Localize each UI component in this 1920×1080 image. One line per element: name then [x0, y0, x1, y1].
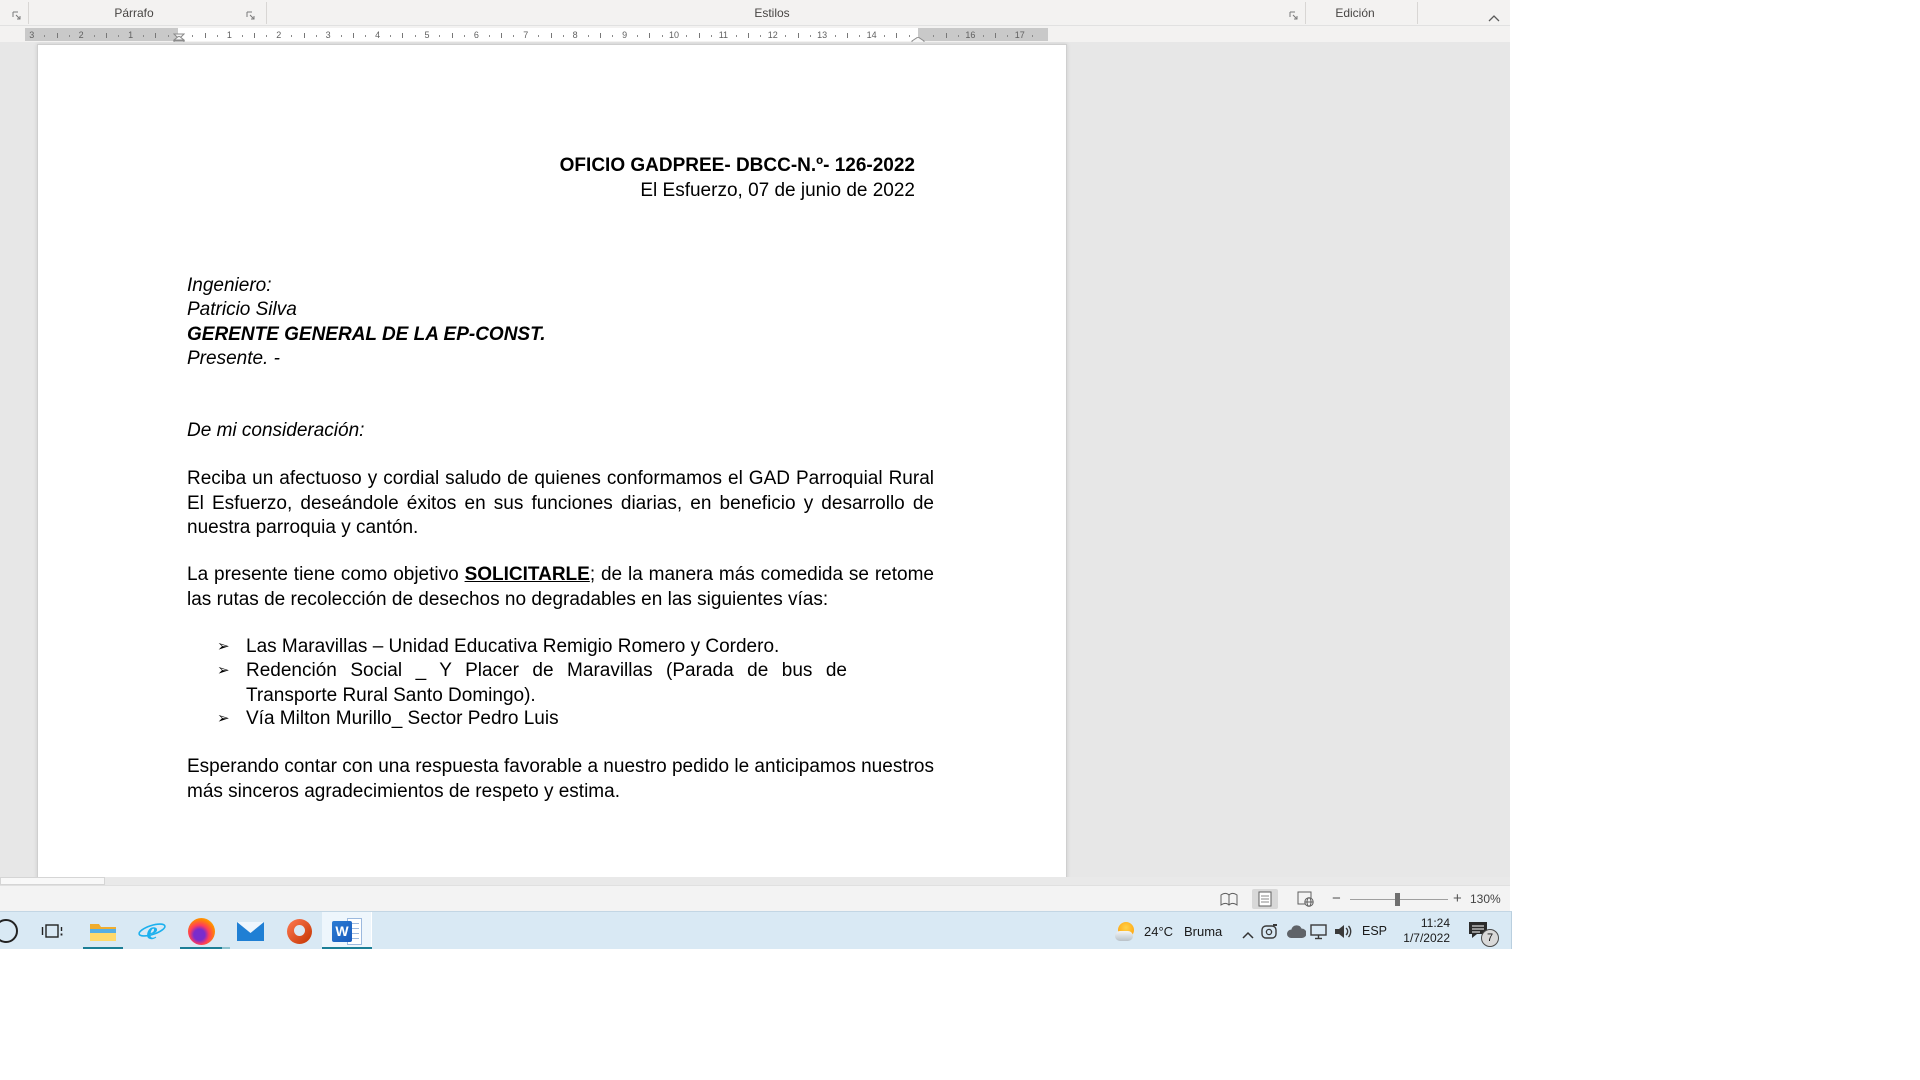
zoom-slider-thumb[interactable]: [1395, 893, 1400, 906]
web-layout-button[interactable]: [1292, 889, 1318, 909]
ruler-text-area: [178, 28, 918, 41]
ruler-tick: [415, 35, 416, 37]
list-item-text: Redención Social _ Y Placer de Maravillas (Parada de bus de Transporte Rural Santo Domingo).: [246, 660, 847, 706]
ruler-tick: [736, 35, 737, 37]
ruler-tick: [254, 33, 255, 38]
dialog-launcher-icon[interactable]: [12, 8, 22, 26]
ruler-tick: [242, 35, 243, 37]
ruler-tick: [118, 35, 119, 37]
ruler-number: 3: [325, 30, 331, 40]
ruler-tick: [464, 35, 465, 37]
speaker-volume-icon[interactable]: [1334, 923, 1353, 945]
ruler-tick: [501, 33, 502, 38]
group-separator: [1305, 2, 1306, 24]
arrow-bullet-icon: ➢: [217, 710, 230, 727]
ruler-number: 3: [29, 30, 35, 40]
ruler-tick: [266, 35, 267, 37]
arrow-bullet-icon: ➢: [217, 662, 230, 679]
ruler-tick: [44, 35, 45, 37]
task-view-button[interactable]: [29, 912, 75, 949]
ruler-number: 11: [718, 30, 729, 40]
ruler-tick: [686, 35, 687, 37]
ruler-tick: [205, 33, 206, 38]
zoom-in-button[interactable]: +: [1453, 890, 1462, 907]
ruler-tick: [439, 35, 440, 37]
ruler-tick: [402, 33, 403, 38]
group-separator: [28, 2, 29, 24]
ruler-tick: [983, 35, 984, 37]
read-mode-button[interactable]: [1216, 889, 1242, 909]
ruler-number: 16: [965, 30, 976, 40]
ruler-tick: [699, 33, 700, 38]
ruler-tick: [192, 35, 193, 37]
ribbon-group-estilos: Estilos: [754, 6, 790, 20]
ruler-number: 9: [622, 30, 628, 40]
ruler-number: 5: [424, 30, 430, 40]
recipient-line: Ingeniero:: [187, 275, 272, 296]
meet-now-camera-icon[interactable]: [1261, 923, 1281, 945]
ribbon-group-edicion: Edición: [1335, 6, 1375, 20]
ruler-tick: [551, 33, 552, 38]
ruler-tick: [637, 35, 638, 37]
salutation: De mi consideración:: [187, 420, 365, 441]
ruler-tick: [452, 33, 453, 38]
arrow-bullet-icon: ➢: [217, 638, 230, 655]
file-explorer-button[interactable]: [80, 912, 126, 949]
body-paragraph: [187, 563, 934, 612]
ruler-number: 8: [572, 30, 578, 40]
ribbon-bottom-strip: [0, 0, 1510, 26]
horizontal-ruler[interactable]: [0, 26, 1510, 42]
ruler-tick: [798, 33, 799, 38]
ruler-tick: [600, 33, 601, 38]
ruler-tick: [106, 33, 107, 38]
mail-button[interactable]: [227, 912, 273, 949]
weather-temperature[interactable]: 24°C: [1144, 924, 1174, 939]
hidden-icons-chevron-up-icon[interactable]: [1241, 927, 1255, 945]
internet-explorer-button[interactable]: [129, 912, 175, 949]
ruler-tick: [946, 33, 947, 38]
ruler-tick: [217, 35, 218, 37]
closing-paragraph: Esperando contar con una respuesta favorable a nuestro pedido le anticipamos nuestros más sinceros agradecimientos de respeto y estima.: [187, 756, 934, 802]
ruler-tick: [847, 33, 848, 38]
ruler-tick: [933, 35, 934, 37]
ruler-number: 7: [523, 30, 529, 40]
weather-condition[interactable]: Bruma: [1184, 924, 1223, 939]
ruler-tick: [896, 33, 897, 38]
word-icon: W: [332, 918, 362, 945]
clock-date[interactable]: 1/7/2022: [1403, 931, 1450, 945]
onedrive-cloud-icon[interactable]: [1285, 925, 1306, 944]
ruler-tick: [365, 35, 366, 37]
ruler-tick: [563, 35, 564, 37]
network-icon[interactable]: [1310, 924, 1329, 945]
collapse-ribbon-chevron-up-icon[interactable]: [1487, 9, 1501, 27]
list-item: [187, 659, 847, 708]
ruler-tick: [1007, 35, 1008, 37]
horizontal-scrollbar[interactable]: [0, 877, 1510, 885]
language-indicator[interactable]: ESP: [1362, 924, 1388, 938]
ruler-tick: [711, 35, 712, 37]
scrollbar-thumb[interactable]: [0, 877, 105, 885]
ruler-number: 12: [767, 30, 778, 40]
doc-dateline: El Esfuerzo, 07 de junio de 2022: [640, 180, 915, 201]
notification-count-badge[interactable]: 7: [1481, 929, 1499, 947]
ruler-number: 4: [375, 30, 381, 40]
ribbon-group-parrafo: Párrafo: [114, 6, 154, 20]
ruler-tick: [748, 33, 749, 38]
ruler-number: 6: [473, 30, 479, 40]
ruler-tick: [588, 35, 589, 37]
ruler-tick: [884, 35, 885, 37]
ruler-tick: [538, 35, 539, 37]
document-canvas[interactable]: [0, 42, 1510, 877]
list-item: [187, 707, 847, 732]
doc-title: OFICIO GADPREE- DBCC-N.º- 126-2022: [559, 155, 915, 176]
ruler-tick: [835, 35, 836, 37]
zoom-level[interactable]: 130%: [1470, 892, 1501, 906]
dialog-launcher-icon[interactable]: [246, 8, 256, 26]
recipient-line: Patricio Silva: [187, 299, 297, 320]
print-layout-button[interactable]: [1252, 889, 1278, 909]
group-separator: [1417, 2, 1418, 24]
ruler-tick: [353, 33, 354, 38]
ruler-tick: [958, 35, 959, 37]
ruler-tick: [155, 33, 156, 38]
zoom-out-button[interactable]: −: [1332, 890, 1341, 907]
ruler-number: 14: [866, 30, 877, 40]
word-button[interactable]: [324, 912, 370, 949]
ruler-tick: [810, 35, 811, 37]
ruler-tick: [489, 35, 490, 37]
list-item: [187, 635, 847, 660]
ruler-tick: [304, 33, 305, 38]
ruler-tick: [57, 33, 58, 38]
ruler-number: 10: [668, 30, 680, 40]
ruler-tick: [785, 35, 786, 37]
ruler-tick: [909, 35, 910, 37]
paragraph-text: ; de la manera más comedida se retome las rutas de recolección de desechos no degradables en las siguientes vías:: [187, 564, 934, 610]
firefox-button[interactable]: [178, 912, 224, 949]
ruler-number: 17: [1014, 30, 1025, 40]
list-item-text: Vía Milton Murillo_ Sector Pedro Luis: [246, 708, 559, 729]
group-separator: [266, 2, 267, 24]
weather-icon[interactable]: [1114, 920, 1136, 944]
office-button[interactable]: [276, 912, 322, 949]
ruler-tick: [760, 35, 761, 37]
ruler-tick: [513, 35, 514, 37]
paragraph-text: La presente tiene como objetivo: [187, 564, 465, 585]
ruler-tick: [341, 35, 342, 37]
ruler-tick: [168, 35, 169, 37]
ruler-tick: [995, 33, 996, 38]
ruler-number: 1: [226, 30, 232, 40]
ruler-tick: [649, 33, 650, 38]
ruler-tick: [291, 35, 292, 37]
ruler-tick: [69, 35, 70, 37]
ruler-number: 1: [128, 30, 134, 40]
ruler-number: 2: [276, 30, 282, 40]
ruler-number: 2: [78, 30, 84, 40]
ruler-tick: [1032, 35, 1033, 37]
ruler-number: 13: [817, 30, 828, 40]
ruler-tick: [859, 35, 860, 37]
list-item-text: Las Maravillas – Unidad Educativa Remigio Romero y Cordero.: [246, 636, 780, 657]
ruler-tick: [94, 35, 95, 37]
clock-time[interactable]: 11:24: [1420, 916, 1450, 930]
cortana-button[interactable]: [0, 912, 29, 949]
status-bar: [0, 885, 1510, 911]
ruler-tick: [143, 35, 144, 37]
recipient-line: GERENTE GENERAL DE LA EP-CONST.: [187, 324, 546, 345]
dialog-launcher-icon[interactable]: [1289, 8, 1299, 26]
ruler-tick: [612, 35, 613, 37]
ruler-tick: [316, 35, 317, 37]
recipient-line: Presente. -: [187, 348, 280, 369]
document-page[interactable]: [37, 44, 1067, 877]
svg-text:e: e: [146, 918, 158, 945]
ruler-tick: [662, 35, 663, 37]
body-paragraph: Reciba un afectuoso y cordial saludo de quienes conformamos el GAD Parroquial Rural El Esfuerzo, deseándole éxitos en sus funciones diarias, en beneficio y desarrollo de nuestra parroquia y cantón.: [187, 468, 934, 538]
emphasized-text: SOLICITARLE: [464, 564, 590, 585]
ruler-tick: [390, 35, 391, 37]
taskbar: [0, 911, 1512, 949]
